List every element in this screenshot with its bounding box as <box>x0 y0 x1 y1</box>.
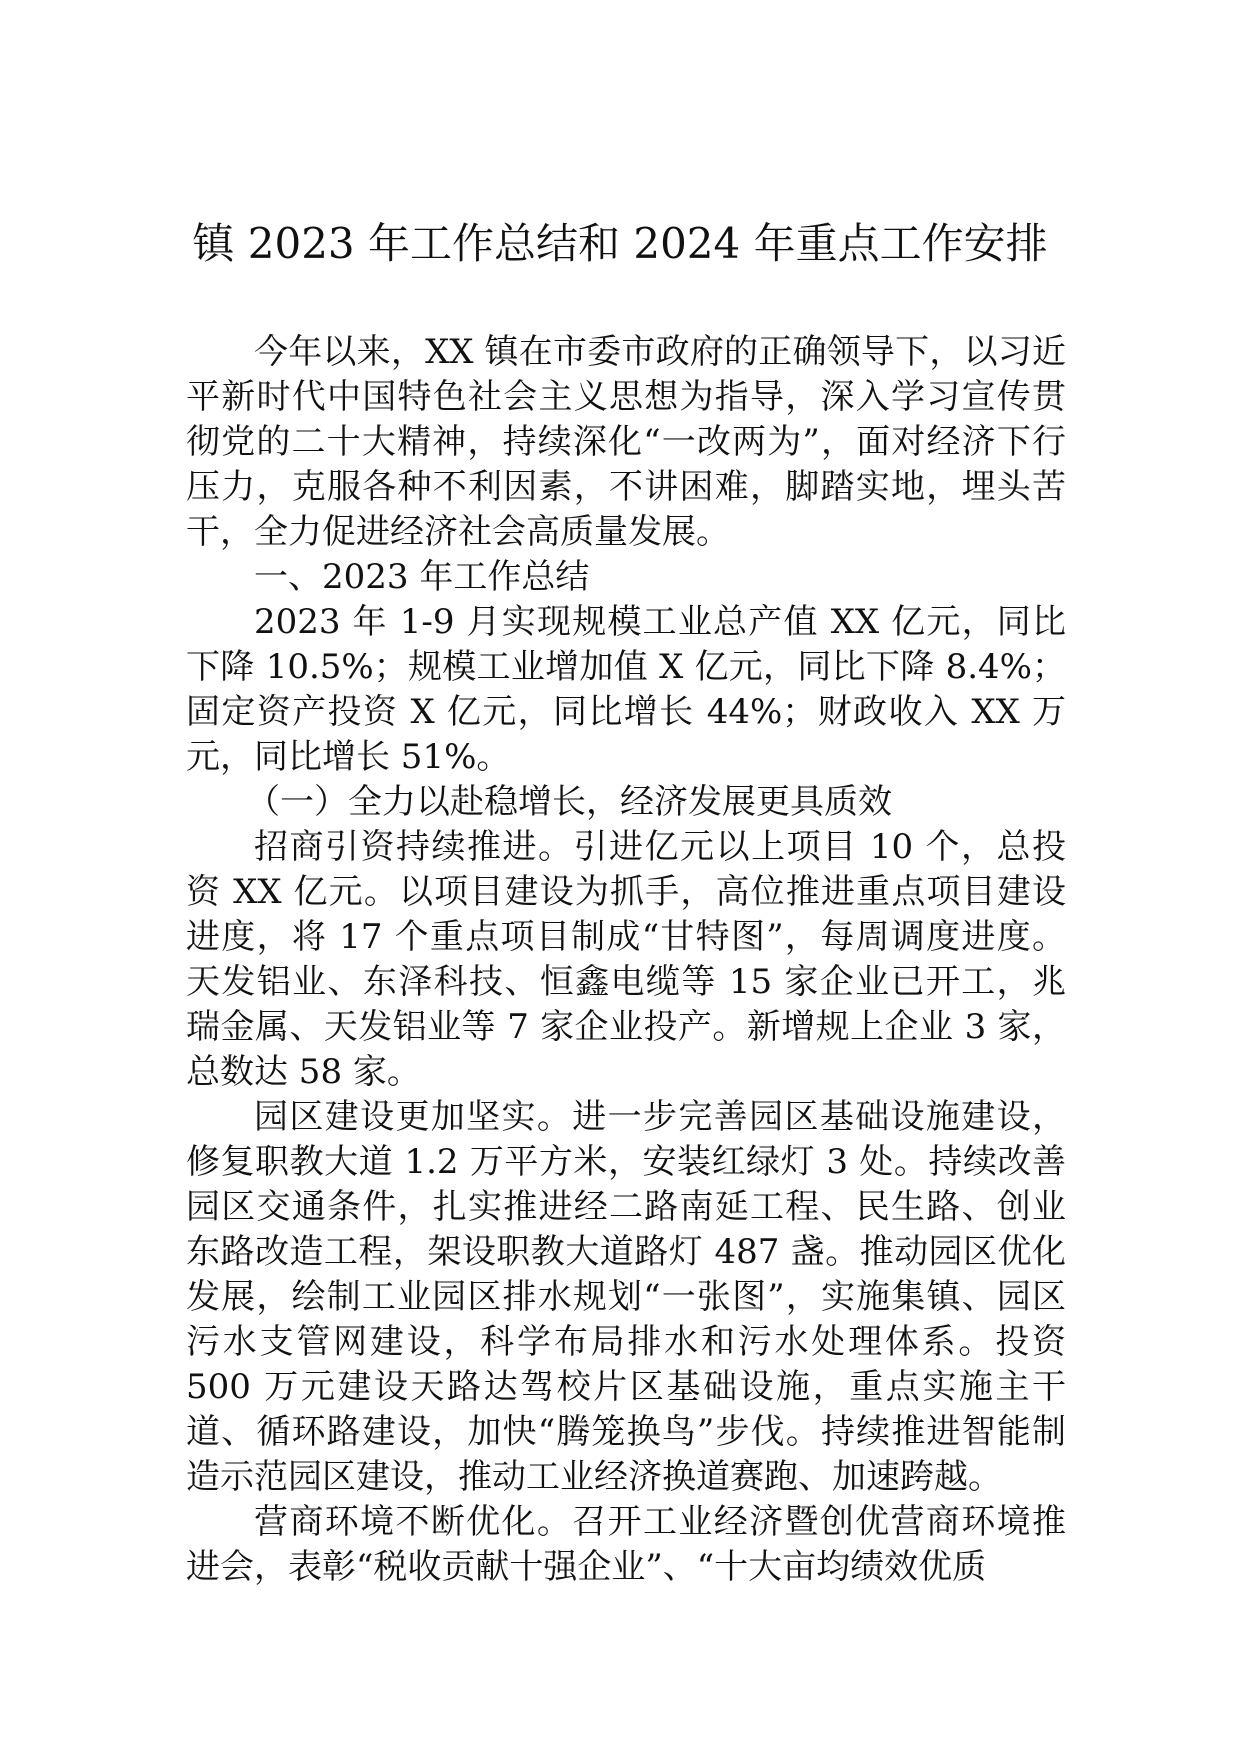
investment-paragraph: 招商引资持续推进。引进亿元以上项目 10 个，总投资 XX 亿元。以项目建设为抓手，高位推进重点项目建设进度，将 17 个重点项目制成“甘特图”，每周调度进度。天发铝业、东泽科技、恒鑫电缆等 15 家企业已开工，兆瑞金属、天发铝业等 7 家企业投产。新增规上企业 3 家，总数达 58 家。 <box>186 827 1066 1092</box>
document-body <box>186 330 1066 1590</box>
intro-paragraph: 今年以来，XX 镇在市委市政府的正确领导下，以习近平新时代中国特色社会主义思想为指导，深入学习宣传贯彻党的二十大精神，持续深化“一改两为”，面对经济下行压力，克服各种不利因素，不讲困难，脚踏实地，埋头苦干，全力促进经济社会高质量发展。 <box>186 332 1066 552</box>
document-title: 镇 2023 年工作总结和 2024 年重点工作安排 <box>192 219 1048 268</box>
summary-statistics-paragraph: 2023 年 1-9 月实现规模工业总产值 XX 亿元，同比下降 10.5%；规模工业增加值 X 亿元，同比下降 8.4%；固定资产投资 X 亿元，同比增长 44%；财政收入 XX 万元，同比增长 51%。 <box>186 602 1066 777</box>
section-heading-2023-summary: 一、2023 年工作总结 <box>254 557 590 597</box>
business-environment-paragraph: 营商环境不断优化。召开工业经济暨创优营商环境推进会，表彰“税收贡献十强企业”、“十大亩均绩效优质 <box>186 1502 1066 1587</box>
park-construction-paragraph: 园区建设更加坚实。进一步完善园区基础设施建设，修复职教大道 1.2 万平方米，安装红绿灯 3 处。持续改善园区交通条件，扎实推进经二路南延工程、民生路、创业东路改造工程，架设职教大道路灯 487 盏。推动园区优化发展，绘制工业园区排水规划“一张图”，实施集镇、园区污水支管网建设，科学布局排水和污水处理体系。投资 500 万元建设天路达驾校片区基础设施，重点实施主干道、循环路建设，加快“腾笼换鸟”步伐。持续推进智能制造示范园区建设，推动工业经济换道赛跑、加速跨越。 <box>186 1097 1066 1497</box>
subsection-heading-stable-growth: （一）全力以赴稳增长，经济发展更具质效 <box>246 782 892 822</box>
